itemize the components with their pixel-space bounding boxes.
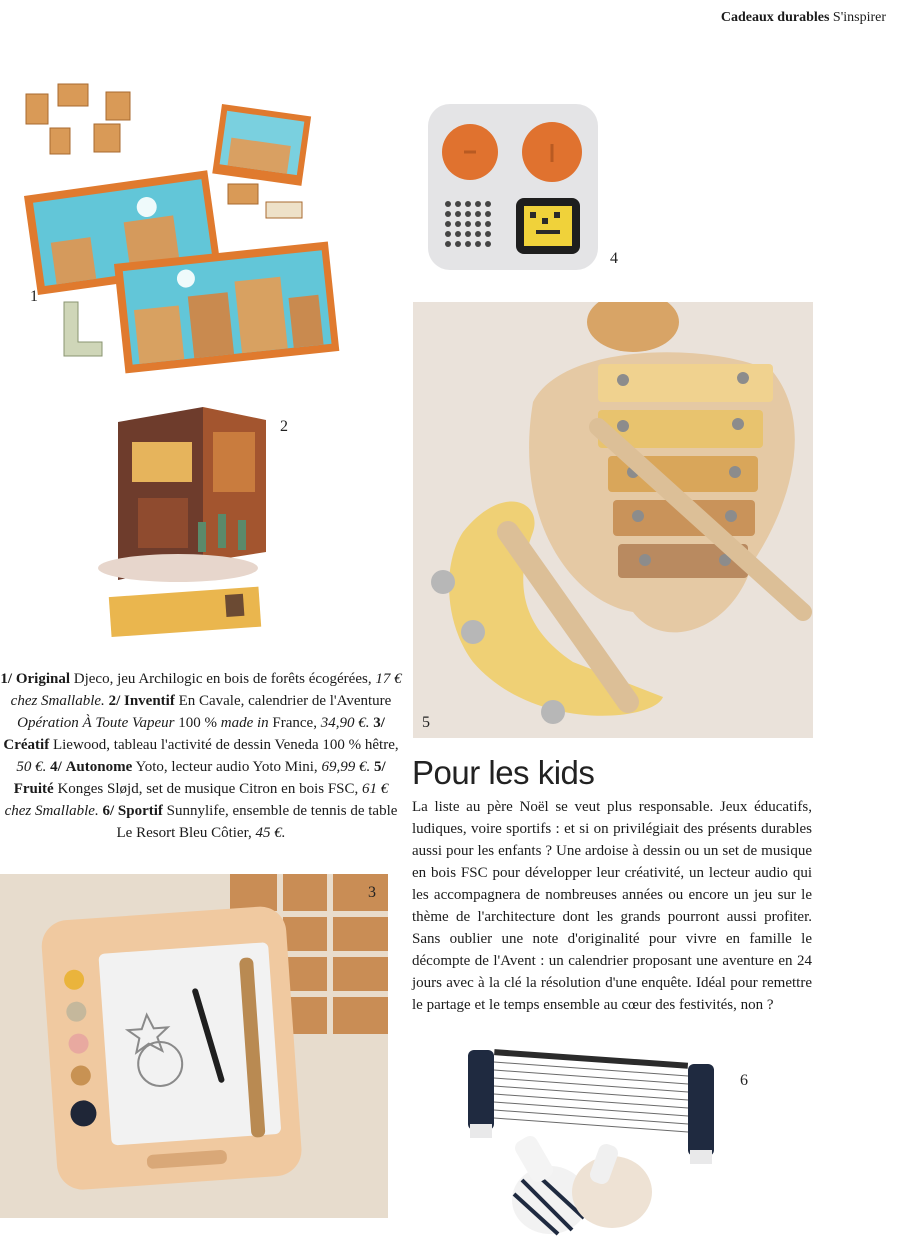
photo-drawing-board <box>0 874 388 1218</box>
caption-text-4: Yoto, lecteur audio Yoto Mini, <box>135 759 318 775</box>
figure-number-3: 3 <box>368 884 376 901</box>
caption-price-2: 34,90 €. <box>320 715 370 731</box>
caption-num-2: 2/ <box>108 693 121 709</box>
photo-yoto-player <box>424 100 604 276</box>
caption-tag-6: Sportif <box>117 803 163 819</box>
article-body: La liste au père Noël se veut plus responsable. Jeux éducatifs, ludiques, voire sportifs : et si on privilégiait des présents durables aussi pour les enfants ? Une ardoise à dessin ou un set de musique en bois FSC pour développer leur créativité, un lecteur audio qui les accompagnera de nombreuses années ou encore un jeu sur le thème de l'architecture dont les grands pourront aussi profiter. Sans oublier une note d'originalité pour vivre en famille le décompte de l'Avent : un calendrier proposant une aventure en 24 jours avec à la clé la résolution d'une enquête. Idéal pour remettre le partage et le temps ensemble au cœur des festivités, non ? <box>412 799 812 1013</box>
caption-text-2: En Cavale, calendrier de l'Aventure <box>178 693 392 709</box>
caption-text-5: Konges Sløjd, set de musique Citron en bois FSC, <box>57 781 359 797</box>
caption-tag-3: Créatif <box>3 737 50 753</box>
caption-text-1: Djeco, jeu Archilogic en bois de forêts écogérées, <box>73 671 372 687</box>
caption-text-6: Sunnylife, ensemble de tennis de table Le Resort Bleu Côtier, <box>116 803 398 841</box>
caption-tag-5: Fruité <box>13 781 54 797</box>
header-section: S'inspirer <box>832 10 886 25</box>
figure-number-5: 5 <box>422 714 430 731</box>
caption-num-1: 1/ <box>0 671 13 687</box>
figure-number-1: 1 <box>30 288 38 305</box>
running-header <box>721 10 886 26</box>
figure-number-2: 2 <box>280 418 288 435</box>
figure-number-6: 6 <box>740 1072 748 1089</box>
caption-tag-2: Inventif <box>123 693 175 709</box>
figure-number-4: 4 <box>610 250 618 267</box>
caption-price-3: 50 €. <box>16 759 47 775</box>
caption-price-6: 45 €. <box>255 825 286 841</box>
photo-advent-calendar <box>88 402 278 648</box>
caption-made-2: made in <box>220 715 269 731</box>
caption-text3-2: France, <box>272 715 317 731</box>
product-captions <box>0 668 402 844</box>
caption-text2-2: 100 % <box>178 715 217 731</box>
article-heading: Pour les kids <box>412 754 595 791</box>
caption-num-3: 3/ <box>373 715 385 731</box>
caption-price-1: 17 € chez Smallable. <box>10 671 402 709</box>
header-category: Cadeaux durables <box>720 10 830 25</box>
caption-tag-1: Original <box>15 671 71 687</box>
caption-num-5: 5/ <box>373 759 386 775</box>
caption-title-2: Opération À Toute Vapeur <box>17 715 175 731</box>
caption-tag-4: Autonome <box>65 759 133 775</box>
caption-text-3: Liewood, tableau l'activité de dessin Veneda 100 % hêtre, <box>52 737 399 753</box>
caption-price-4: 69,99 €. <box>321 759 371 775</box>
photo-music-set <box>413 302 813 738</box>
caption-num-4: 4/ <box>50 759 62 775</box>
caption-num-6: 6/ <box>102 803 115 819</box>
caption-price-5: 61 € chez Smallable. <box>4 781 389 819</box>
photo-archilogic-game <box>14 76 344 386</box>
photo-table-tennis-set <box>462 1040 732 1250</box>
